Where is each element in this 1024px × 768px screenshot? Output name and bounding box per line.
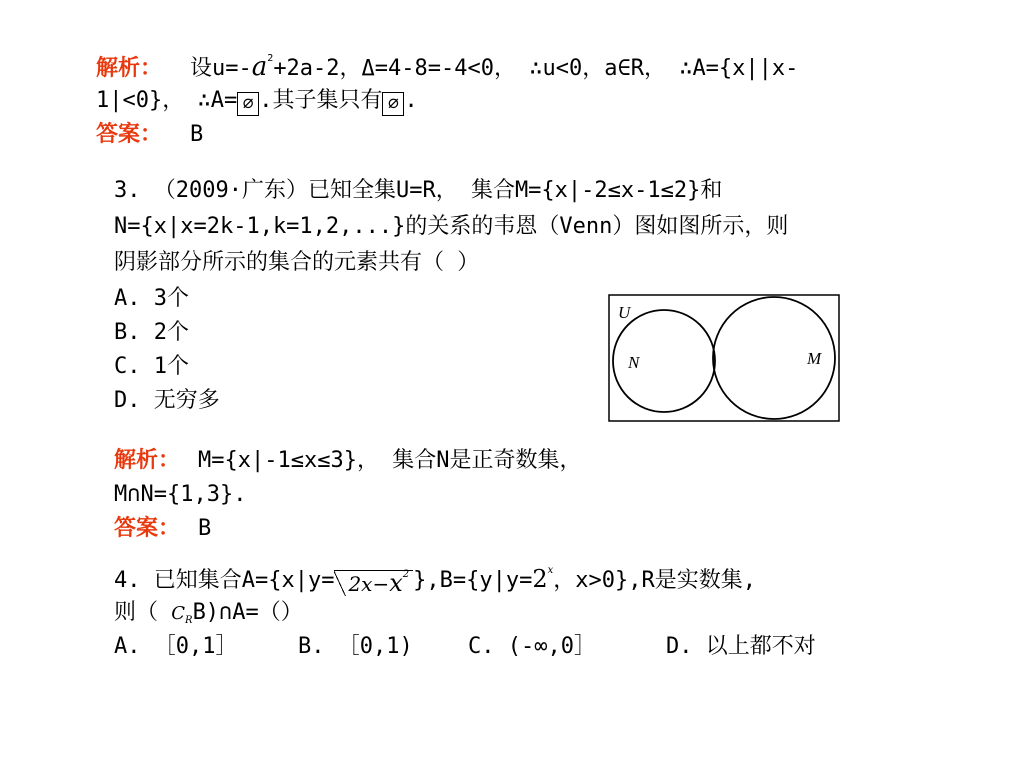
question4-line2-b: B)∩A=（）	[192, 600, 303, 625]
solution1-text-c: 1|<0}， ∴A=	[96, 88, 238, 113]
question4-line2-a: 则（	[114, 600, 172, 625]
question3-option-c: C. 1个	[114, 354, 189, 379]
answer-value: B	[198, 516, 212, 541]
solution-label: 解析：	[96, 56, 163, 81]
answer3-line	[114, 514, 211, 544]
complement-subscript: R	[185, 615, 193, 626]
answer-value: B	[190, 122, 204, 147]
question4-line1	[114, 564, 756, 596]
question3-line2: N={x|x=2k-1,k=1,2,...}的关系的韦恩（Venn）图如图所示，则	[114, 214, 789, 239]
solution1-text-b: +2a-2，Δ=4-8=-4<0， ∴u<0，a∈R， ∴A={x||x-	[273, 56, 799, 81]
universe-label: U	[618, 303, 631, 322]
question4-text-b: },B={y|y=	[413, 568, 533, 593]
solution3-line2: M∩N={1,3}.	[114, 482, 247, 507]
set-n-label: N	[628, 353, 640, 372]
answer-label: 答案：	[96, 122, 163, 147]
question3-option-b: B. 2个	[114, 320, 189, 345]
question4-option-a: A. ［0,1］	[114, 634, 238, 659]
sqrt-variable: x	[389, 569, 403, 597]
venn-diagram	[608, 294, 840, 422]
question4-option-d: D. 以上都不对	[666, 634, 816, 659]
solution1-text-d: .其子集只有	[259, 88, 383, 113]
answer-label: 答案：	[114, 516, 181, 541]
question4-option-b: B. ［0,1)	[298, 634, 413, 659]
empty-set-symbol: ∅	[237, 92, 259, 116]
question4-options	[114, 632, 816, 662]
question4-text-c: ，x>0},R是实数集,	[553, 568, 756, 593]
set-m-label: M	[807, 349, 822, 368]
variable-a: a	[251, 52, 268, 82]
question3-line3: 阴影部分所示的集合的元素共有（ ）	[114, 250, 480, 275]
solution1-line1	[96, 52, 798, 84]
question4-option-c: C. (-∞,0］	[468, 634, 596, 659]
sqrt-body: 2x−	[348, 572, 390, 596]
solution-label: 解析：	[114, 448, 181, 473]
answer1-line	[96, 120, 203, 150]
power-base: 2	[532, 565, 548, 593]
solution1-text-e: .	[404, 88, 418, 113]
question3-option-a: A. 3个	[114, 286, 189, 311]
sqrt-exponent: 2	[402, 569, 410, 580]
solution1-line2	[96, 86, 418, 116]
square-root	[334, 570, 413, 596]
power-exponent: x	[547, 565, 554, 576]
question3-option-d: D. 无穷多	[114, 388, 220, 413]
complement-symbol: C	[171, 603, 186, 624]
question4-line2	[114, 598, 303, 636]
exponent: 2	[267, 53, 274, 64]
solution3-text: M={x|-1≤x≤3}， 集合N是正奇数集，	[198, 448, 582, 473]
question4-text-a: 4. 已知集合A={x|y=	[114, 568, 335, 593]
empty-set-symbol: ∅	[382, 92, 404, 116]
solution3-line1	[114, 446, 581, 476]
solution1-text-a: 设u=-	[190, 56, 252, 81]
question3-line1: 3. （2009·广东）已知全集U=R， 集合M={x|-2≤x-1≤2}和	[114, 178, 723, 203]
